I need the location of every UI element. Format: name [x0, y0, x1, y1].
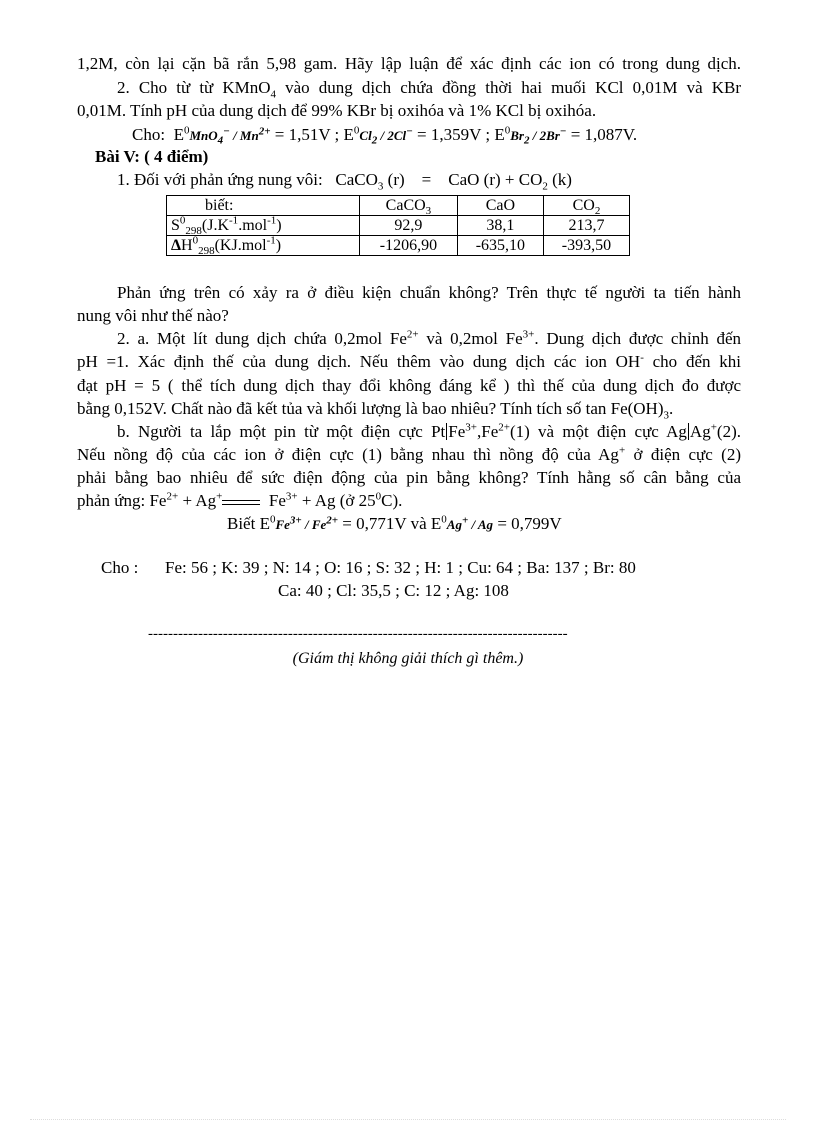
paragraph-line: b. Người ta lắp một pin từ một điện cực Pt $Fe^{3+},Fe^{2+}(1)$ và một điện cực Ag Ag+(2).: [117, 421, 741, 441]
paragraph-line: đạt pH = 5 ( thể tích dung dịch thay đổi không đáng kể ) thì thế của dung dịch đo được: [77, 376, 741, 395]
reaction-line: 1. Đối với phản ứng nung vôi: CaCO$_3$ (r) = CaO $(r) + CO_2$ (k): [117, 170, 572, 193]
equilibrium-arrow-icon: [222, 497, 260, 507]
separator-line: ------------------------------------------------------------------------------------: [148, 626, 568, 642]
electrode-bar: [688, 423, 689, 440]
given-potentials: Biết $E^0Fe^{3+} / Fe^{2+} = 0,771V$ và $E^0Ag^+ / Ag = 0,799V$: [227, 513, 562, 533]
table-cell: 213,7: [543, 216, 629, 236]
atomic-masses-row-2: Ca: 40 ; Cl: 35,5 ; C: 12 ; Ag: 108: [278, 581, 509, 600]
section-heading-bai-v: Bài V: ( 4 điểm): [95, 147, 209, 166]
table-row: [167, 216, 630, 236]
table-cell: 38,1: [457, 216, 543, 236]
table-header-cell: biết:: [167, 196, 360, 216]
paragraph-line: pH =1. Xác định thế của dung dịch. Nếu thêm vào dung dịch các ion OH- cho đến khi: [77, 351, 741, 371]
table-row: [167, 236, 630, 256]
atomic-masses-label: Cho :: [101, 558, 139, 577]
paragraph-line: bằng 0,152V. Chất nào đã kết tủa và khối lượng là bao nhiêu? Tính tích số $\tan Fe(OH)_3$.: [77, 399, 674, 422]
page-bottom-border: [30, 1119, 786, 1120]
thermo-table: [166, 195, 630, 256]
paragraph-line: 2. a. Một lít dung dịch chứa 0,2mol $Fe^{2+}$ và 0,2mol $Fe^{3+}$. Dung dịch được chỉnh đến: [117, 328, 741, 348]
table-header-cell: CaCO$_3$: [360, 196, 458, 216]
table-header-cell: $CO_2$: [543, 196, 629, 216]
question-2-line-1: 2. Cho từ từ KMnO$_4$ vào dung dịch chứa đồng thời hai muối KCl 0,01M và KBr: [117, 78, 741, 101]
atomic-masses-row-1: Fe: 56 ; K: 39 ; N: 14 ; O: 16 ; S: 32 ; H: 1 ; Cu: 64 ; Ba: 137 ; Br: 80: [165, 558, 636, 577]
table-cell: -393,50: [543, 236, 629, 256]
table-cell: 92,9: [360, 216, 458, 236]
paragraph-line: Phản ứng trên có xảy ra ở điều kiện chuẩn không? Trên thực tế người ta tiến hành: [117, 283, 741, 302]
table-row-label: $\Delta H^0_{298}(KJ.mol^{-1})$: [167, 236, 360, 256]
table-row-label: $S^0_{298}(J.K^{-1}.mol^{-1})$: [167, 216, 360, 236]
table-cell: -1206,90: [360, 236, 458, 256]
table-cell: -635,10: [457, 236, 543, 256]
table-header-row: [167, 196, 630, 216]
potentials-line: Cho: $E^0MnO_4^- / Mn^{2+} = 1,51V$ ; $E^0Cl_2 / 2Cl^- = 1,359V$ ; $E^0Br_2 / 2Br^- = 1,087V$.: [132, 124, 638, 147]
text-line-1: 1,2M, còn lại cặn bã rắn 5,98 gam. Hãy lập luận để xác định các ion có trong dung dịch.: [77, 54, 741, 73]
reaction-equation: phản ứng: $Fe^{2+} + Ag^+$ $Fe^{3+} + Ag$ (ở $25^0C$).: [77, 490, 403, 510]
paragraph-line: phải bằng bao nhiêu để sức điện động của pin bằng không? Tính hằng số cân bằng của: [77, 468, 741, 487]
paragraph-line: nung vôi như thế nào?: [77, 306, 229, 325]
footer-note: (Giám thị không giải thích gì thêm.): [292, 650, 524, 667]
paragraph-line: Nếu nồng độ của các ion ở điện cực (1) bằng nhau thì nồng độ của Ag+ ở điện cực (2): [77, 444, 741, 464]
table-header-cell: CaO: [457, 196, 543, 216]
question-2-line-2: 0,01M. Tính pH của dung dịch để 99% KBr bị oxihóa và 1% KCl bị oxihóa.: [77, 101, 597, 120]
